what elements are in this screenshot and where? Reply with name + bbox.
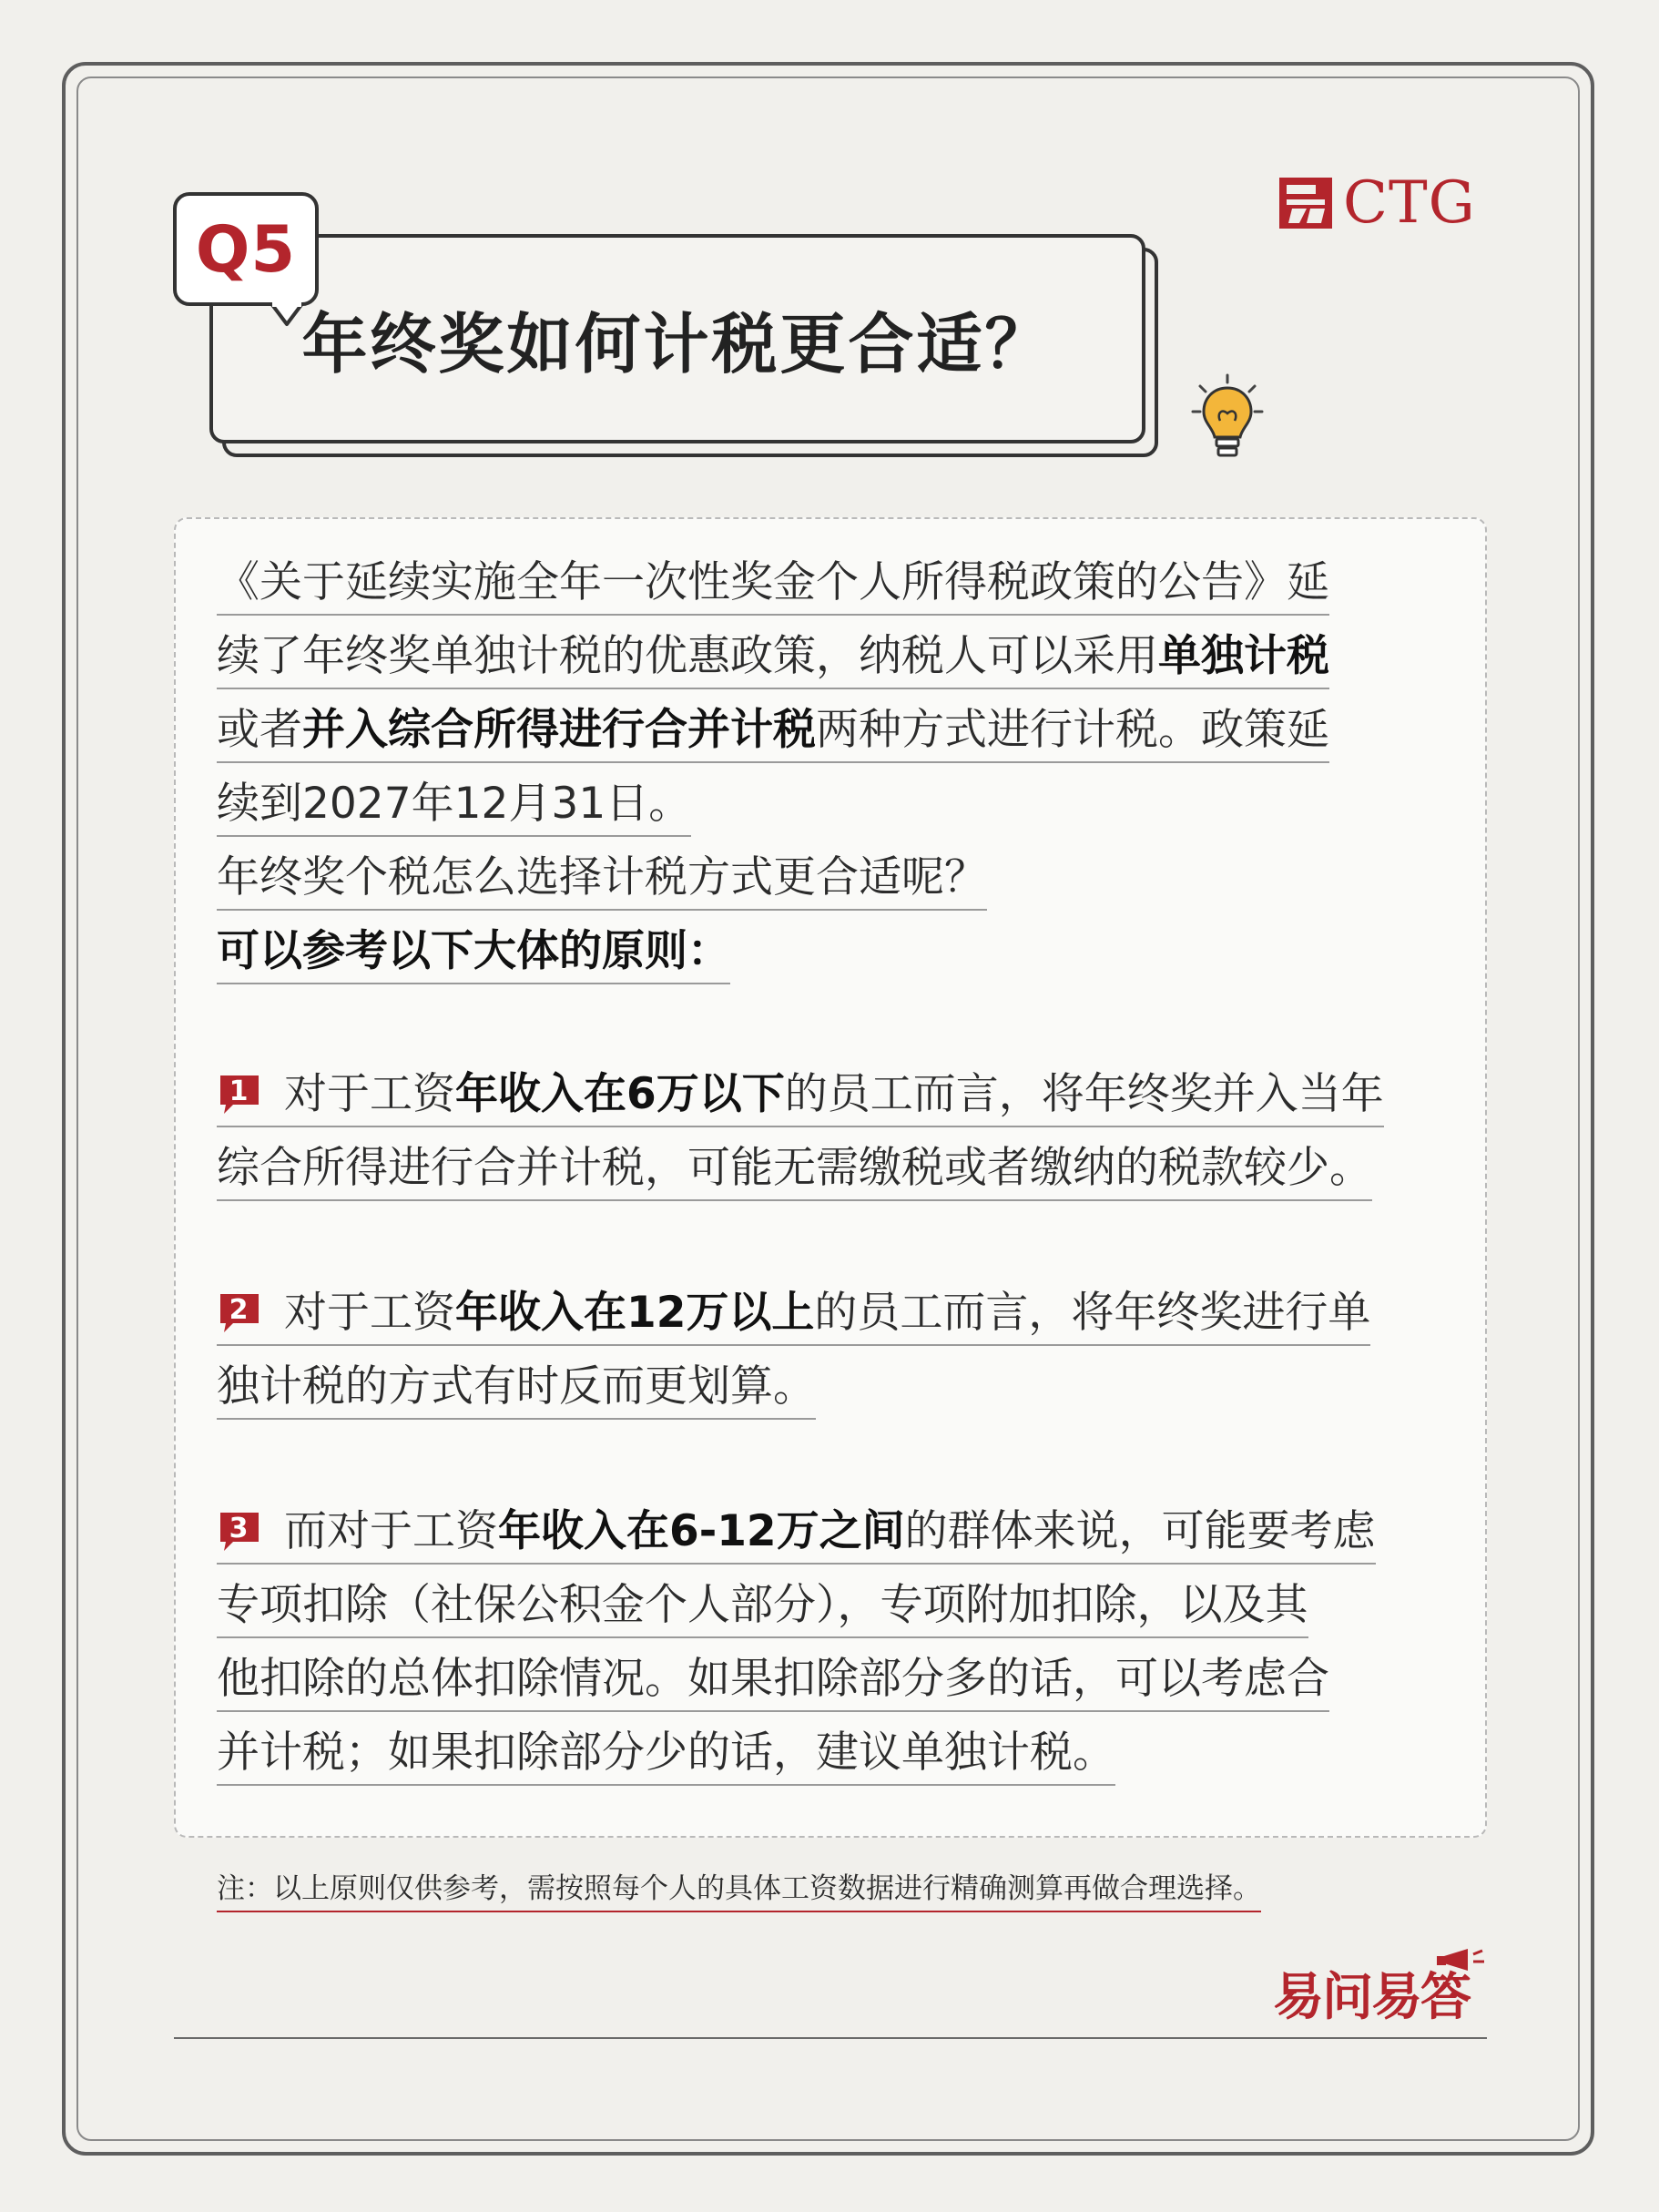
item-3-line-2: [217, 1569, 1308, 1638]
item-3-line-3: [217, 1643, 1329, 1712]
svg-text:3: 3: [229, 1513, 249, 1544]
intro-line-3: [217, 694, 1329, 763]
intro-text: 年终奖个税怎么选择计税方式更合适呢？: [217, 851, 987, 902]
item-1-line-1: [217, 1058, 1384, 1127]
item-text: 专项扣除（社保公积金个人部分），专项附加扣除，以及其: [217, 1579, 1308, 1630]
item-text: 的员工而言，将年终奖进行单: [814, 1287, 1371, 1338]
item-1-line-2: [217, 1132, 1372, 1201]
item-text: 对于工资: [284, 1287, 455, 1338]
bottom-divider: [174, 2037, 1487, 2039]
item-2-line-2: [217, 1351, 816, 1420]
item-text: 并计税；如果扣除部分少的话，建议单独计税。: [217, 1727, 1115, 1778]
item-3-line-4: [217, 1717, 1115, 1786]
svg-text:2: 2: [229, 1294, 249, 1326]
intro-text: 续了年终奖单独计税的优惠政策，纳税人可以采用: [217, 630, 1158, 681]
intro-text: 《关于延续实施全年一次性奖金个人所得税政策的公告》延: [217, 556, 1329, 607]
page-title: 年终奖如何计税更合适？: [301, 306, 1053, 382]
number-badge-icon: [217, 1290, 262, 1334]
emphasis-text: 可以参考以下大体的原则：: [217, 925, 730, 976]
intro-question: [217, 841, 987, 911]
principles-heading: [217, 915, 730, 984]
item-text: 独计税的方式有时反而更划算。: [217, 1361, 816, 1412]
intro-line-1: [217, 546, 1329, 616]
emphasis-text: 年收入在6万以下: [455, 1068, 785, 1119]
question-number: Q5: [195, 211, 297, 287]
intro-text: 或者: [217, 704, 302, 755]
item-text: 的员工而言，将年终奖并入当年: [784, 1068, 1384, 1119]
title-box: [209, 234, 1145, 443]
item-2-line-1: [217, 1277, 1370, 1346]
speech-bubble-tail: [269, 302, 305, 328]
footnote: [217, 1860, 1261, 1912]
svg-text:1: 1: [229, 1075, 249, 1107]
emphasis-text: 年收入在12万以上: [455, 1287, 815, 1338]
number-badge-icon: [217, 1509, 262, 1553]
intro-text: 两种方式进行计税。政策延: [816, 704, 1329, 755]
item-text: 对于工资: [284, 1068, 455, 1119]
footnote-text: 注：以上原则仅供参考，需按照每个人的具体工资数据进行精确测算再做合理选择。: [217, 1871, 1261, 1905]
intro-text: 续到2027年12月31日。: [217, 778, 692, 829]
lightbulb-icon: [1191, 373, 1264, 464]
ctg-logo: [1279, 169, 1476, 237]
number-badge-icon: [217, 1072, 262, 1116]
emphasis-text: 并入综合所得进行合并计税: [302, 704, 816, 755]
intro-line-2: [217, 620, 1329, 689]
item-3-line-1: [217, 1495, 1376, 1565]
item-text: 而对于工资: [284, 1505, 498, 1556]
item-text: 综合所得进行合并计税，可能无需缴税或者缴纳的税款较少。: [217, 1142, 1372, 1193]
emphasis-text: 单独计税: [1158, 630, 1329, 681]
svg-text:易问易答: 易问易答: [1273, 1968, 1470, 2027]
yiwen-yida-logo: [1273, 1947, 1491, 2027]
question-badge: [173, 192, 319, 306]
item-text: 的群体来说，可能要考虑: [904, 1505, 1376, 1556]
emphasis-text: 年收入在6-12万之间: [498, 1505, 905, 1556]
intro-line-4: [217, 768, 691, 837]
ctg-logo-icon: [1279, 178, 1332, 229]
item-text: 他扣除的总体扣除情况。如果扣除部分多的话，可以考虑合: [217, 1653, 1329, 1704]
ctg-logo-text: CTG: [1343, 169, 1476, 237]
